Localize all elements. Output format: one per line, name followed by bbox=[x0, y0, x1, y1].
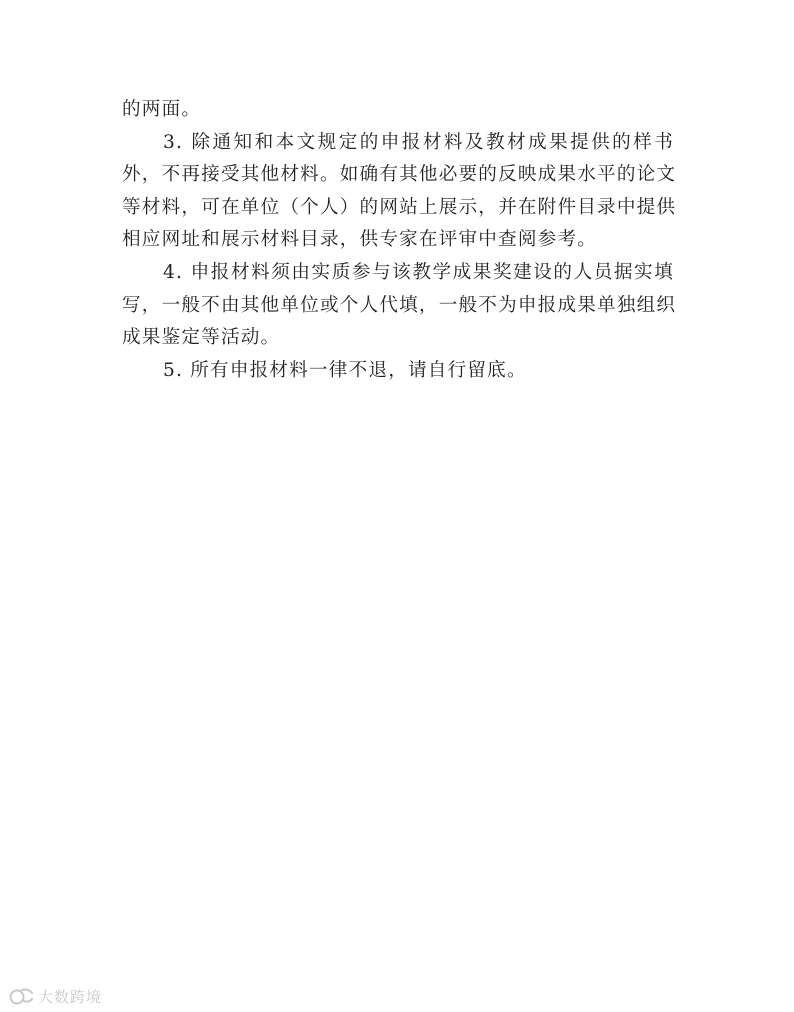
text-line: 相应网址和展示材料目录，供专家在评审中查阅参考。 bbox=[122, 229, 598, 251]
watermark-text: 大数跨境 bbox=[38, 987, 103, 1006]
text-line: 外，不再接受其他材料。如确有其他必要的反映成果水平的论文 bbox=[122, 164, 677, 186]
document-text bbox=[122, 94, 677, 387]
text-line: 成果鉴定等活动。 bbox=[122, 327, 281, 349]
text-line: 等材料，可在单位（个人）的网站上展示，并在附件目录中提供 bbox=[122, 196, 677, 218]
document-body bbox=[122, 94, 677, 387]
text-line: 5. 所有申报材料一律不退，请自行留底。 bbox=[163, 359, 527, 381]
text-line: 的两面。 bbox=[122, 99, 202, 120]
text-line: 3. 除通知和本文规定的申报材料及教材成果提供的样书 bbox=[163, 131, 674, 153]
logo-icon bbox=[8, 986, 34, 1006]
text-line: 写，一般不由其他单位或个人代填，一般不为申报成果单独组织 bbox=[122, 294, 677, 316]
text-line: 4. 申报材料须由实质参与该教学成果奖建设的人员据实填 bbox=[163, 261, 674, 283]
watermark bbox=[8, 985, 102, 1007]
